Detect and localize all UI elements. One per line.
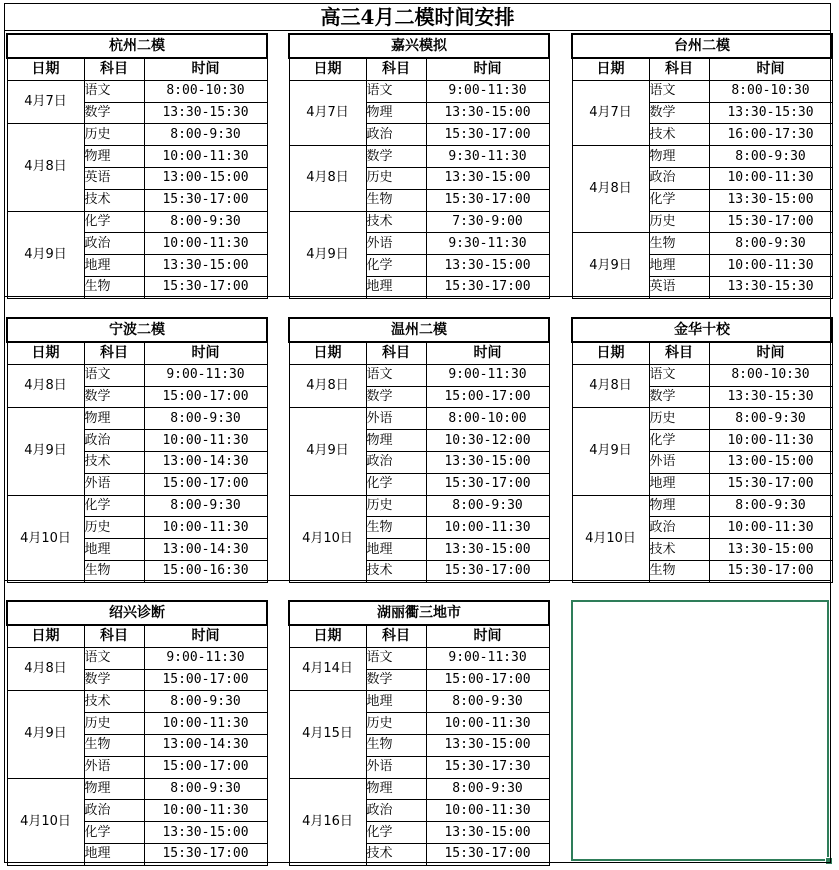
- time-cell[interactable]: 13:00-14:30: [144, 734, 267, 756]
- subject-cell[interactable]: 语文: [649, 80, 709, 102]
- subject-cell[interactable]: 地理: [649, 255, 709, 277]
- subject-cell[interactable]: 数学: [366, 669, 426, 691]
- time-cell[interactable]: 13:30-15:00: [144, 255, 267, 277]
- table-row: [289, 146, 549, 168]
- subject-cell[interactable]: 政治: [366, 800, 426, 822]
- subject-cell[interactable]: 生物: [366, 189, 426, 211]
- grid-divider: [830, 31, 831, 863]
- date-cell[interactable]: 4月8日: [289, 146, 366, 211]
- subject-cell[interactable]: 生物: [366, 734, 426, 756]
- schedule-table: [288, 600, 550, 866]
- time-cell[interactable]: 15:00-17:00: [144, 473, 267, 495]
- header-date[interactable]: 日期: [289, 58, 366, 80]
- subject-cell[interactable]: 物理: [649, 146, 709, 168]
- time-cell[interactable]: 8:00-10:30: [709, 364, 832, 386]
- table-row: [7, 364, 267, 386]
- header-subject[interactable]: 科目: [84, 625, 144, 647]
- exam-name[interactable]: 绍兴诊断: [7, 601, 267, 625]
- time-cell[interactable]: 15:00-17:00: [426, 669, 549, 691]
- time-cell[interactable]: 8:00-9:30: [144, 495, 267, 517]
- exam-schedule-block: [6, 600, 268, 866]
- table-row: [7, 647, 267, 669]
- header-subject[interactable]: 科目: [366, 58, 426, 80]
- time-cell[interactable]: 13:00-15:00: [709, 451, 832, 473]
- date-cell[interactable]: 4月14日: [289, 647, 366, 691]
- schedule-table: [571, 33, 833, 299]
- subject-cell[interactable]: 历史: [84, 124, 144, 146]
- date-cell[interactable]: 4月9日: [289, 408, 366, 495]
- time-cell[interactable]: 13:00-14:30: [144, 451, 267, 473]
- time-cell[interactable]: 10:00-11:30: [144, 146, 267, 168]
- subject-cell[interactable]: 生物: [649, 233, 709, 255]
- time-cell[interactable]: 10:00-11:30: [426, 517, 549, 539]
- table-row: [572, 495, 832, 517]
- time-cell[interactable]: 8:00-9:30: [709, 408, 832, 430]
- table-row: [572, 364, 832, 386]
- date-cell[interactable]: 4月8日: [7, 647, 84, 691]
- time-cell[interactable]: 16:00-17:30: [709, 124, 832, 146]
- time-cell[interactable]: 8:00-9:30: [709, 233, 832, 255]
- time-cell[interactable]: 13:30-15:00: [426, 822, 549, 844]
- exam-schedule-block: [6, 317, 268, 583]
- time-cell[interactable]: 15:00-17:00: [144, 386, 267, 408]
- date-cell[interactable]: 4月7日: [572, 80, 649, 145]
- time-cell[interactable]: 15:30-17:00: [709, 473, 832, 495]
- time-cell[interactable]: 15:00-16:30: [144, 560, 267, 582]
- subject-cell[interactable]: 生物: [84, 560, 144, 582]
- time-cell[interactable]: 13:30-15:00: [426, 167, 549, 189]
- subject-cell[interactable]: 历史: [649, 211, 709, 233]
- exam-name[interactable]: 温州二模: [289, 318, 549, 342]
- time-cell[interactable]: 8:00-9:30: [709, 146, 832, 168]
- time-cell[interactable]: 9:00-11:30: [426, 647, 549, 669]
- date-cell[interactable]: 4月9日: [7, 408, 84, 495]
- time-cell[interactable]: 8:00-9:30: [426, 691, 549, 713]
- time-cell[interactable]: 13:30-15:00: [426, 734, 549, 756]
- subject-cell[interactable]: 语文: [84, 647, 144, 669]
- time-cell[interactable]: 13:30-15:00: [426, 539, 549, 561]
- time-cell[interactable]: 15:30-17:00: [426, 189, 549, 211]
- exam-schedule-block: [288, 317, 550, 583]
- subject-cell[interactable]: 技术: [366, 211, 426, 233]
- subject-cell[interactable]: 数学: [84, 386, 144, 408]
- subject-cell[interactable]: 外语: [649, 451, 709, 473]
- subject-cell[interactable]: 物理: [84, 408, 144, 430]
- schedule-table: [6, 33, 268, 299]
- date-cell[interactable]: 4月8日: [572, 364, 649, 408]
- subject-cell[interactable]: 技术: [649, 124, 709, 146]
- table-row: [7, 691, 267, 713]
- time-cell[interactable]: 15:00-17:00: [144, 756, 267, 778]
- header-date[interactable]: 日期: [7, 625, 84, 647]
- subject-cell[interactable]: 技术: [649, 539, 709, 561]
- grid-divider: [4, 862, 831, 863]
- header-date[interactable]: 日期: [572, 342, 649, 364]
- time-cell[interactable]: 15:30-17:00: [426, 560, 549, 582]
- time-cell[interactable]: 13:30-15:00: [426, 451, 549, 473]
- date-cell[interactable]: 4月7日: [289, 80, 366, 145]
- schedule-table: [571, 317, 833, 583]
- time-cell[interactable]: 8:00-9:30: [426, 778, 549, 800]
- header-subject[interactable]: 科目: [84, 342, 144, 364]
- time-cell[interactable]: 13:00-14:30: [144, 539, 267, 561]
- exam-schedule-block: [288, 600, 550, 866]
- time-cell[interactable]: 9:00-11:30: [426, 80, 549, 102]
- time-cell[interactable]: 7:30-9:00: [426, 211, 549, 233]
- subject-cell[interactable]: 化学: [84, 822, 144, 844]
- subject-cell[interactable]: 外语: [84, 756, 144, 778]
- fill-handle[interactable]: [825, 857, 833, 865]
- table-row: [7, 495, 267, 517]
- exam-name[interactable]: 杭州二模: [7, 34, 267, 58]
- table-row: [572, 146, 832, 168]
- grid-divider: [4, 296, 831, 297]
- subject-cell[interactable]: 生物: [84, 734, 144, 756]
- header-subject[interactable]: 科目: [649, 342, 709, 364]
- time-cell[interactable]: 10:00-11:30: [426, 800, 549, 822]
- header-subject[interactable]: 科目: [649, 58, 709, 80]
- time-cell[interactable]: 8:00-9:30: [144, 408, 267, 430]
- time-cell[interactable]: 10:00-11:30: [709, 517, 832, 539]
- subject-cell[interactable]: 物理: [366, 430, 426, 452]
- time-cell[interactable]: 10:00-11:30: [709, 167, 832, 189]
- subject-cell[interactable]: 物理: [84, 146, 144, 168]
- subject-cell[interactable]: 语文: [84, 80, 144, 102]
- time-cell[interactable]: 15:30-17:00: [426, 124, 549, 146]
- subject-cell[interactable]: 地理: [366, 539, 426, 561]
- time-cell[interactable]: 15:30-17:00: [426, 843, 549, 865]
- subject-cell[interactable]: 化学: [366, 822, 426, 844]
- time-cell[interactable]: 9:00-11:30: [426, 364, 549, 386]
- subject-cell[interactable]: 化学: [366, 473, 426, 495]
- subject-cell[interactable]: 化学: [84, 211, 144, 233]
- subject-cell[interactable]: 外语: [366, 408, 426, 430]
- date-cell[interactable]: 4月8日: [572, 146, 649, 233]
- subject-cell[interactable]: 技术: [366, 843, 426, 865]
- exam-name[interactable]: 金华十校: [572, 318, 832, 342]
- time-cell[interactable]: 13:30-15:30: [709, 386, 832, 408]
- time-cell[interactable]: 8:00-10:00: [426, 408, 549, 430]
- header-time[interactable]: 时间: [144, 342, 267, 364]
- subject-cell[interactable]: 物理: [84, 778, 144, 800]
- exam-name[interactable]: 嘉兴模拟: [289, 34, 549, 58]
- time-cell[interactable]: 8:00-9:30: [144, 211, 267, 233]
- subject-cell[interactable]: 生物: [366, 517, 426, 539]
- subject-cell[interactable]: 技术: [366, 560, 426, 582]
- time-cell[interactable]: 8:00-9:30: [709, 495, 832, 517]
- time-cell[interactable]: 15:30-17:00: [144, 843, 267, 865]
- table-row: [7, 80, 267, 102]
- header-time[interactable]: 时间: [709, 342, 832, 364]
- table-row: [289, 647, 549, 669]
- schedule-table: [6, 600, 268, 866]
- selected-cell-range[interactable]: [571, 600, 829, 861]
- subject-cell[interactable]: 政治: [84, 233, 144, 255]
- header-subject[interactable]: 科目: [366, 625, 426, 647]
- subject-cell[interactable]: 数学: [366, 386, 426, 408]
- subject-cell[interactable]: 地理: [366, 691, 426, 713]
- table-row: [289, 364, 549, 386]
- table-row: [289, 408, 549, 430]
- date-cell[interactable]: 4月9日: [572, 233, 649, 298]
- time-cell[interactable]: 8:00-9:30: [144, 124, 267, 146]
- grid-divider: [4, 580, 831, 581]
- date-cell[interactable]: 4月9日: [572, 408, 649, 495]
- header-time[interactable]: 时间: [144, 625, 267, 647]
- header-subject[interactable]: 科目: [84, 58, 144, 80]
- header-time[interactable]: 时间: [426, 342, 549, 364]
- exam-schedule-block: [571, 317, 833, 583]
- table-row: [7, 778, 267, 800]
- time-cell[interactable]: 10:00-11:30: [709, 255, 832, 277]
- time-cell[interactable]: 9:00-11:30: [144, 364, 267, 386]
- date-cell[interactable]: 4月9日: [7, 211, 84, 298]
- header-date[interactable]: 日期: [572, 58, 649, 80]
- time-cell[interactable]: 9:00-11:30: [144, 647, 267, 669]
- subject-cell[interactable]: 化学: [649, 189, 709, 211]
- subject-cell[interactable]: 数学: [84, 102, 144, 124]
- subject-cell[interactable]: 数学: [84, 669, 144, 691]
- header-date[interactable]: 日期: [7, 58, 84, 80]
- time-cell[interactable]: 13:00-15:00: [144, 167, 267, 189]
- time-cell[interactable]: 15:30-17:00: [709, 211, 832, 233]
- date-cell[interactable]: 4月9日: [289, 211, 366, 298]
- subject-cell[interactable]: 地理: [84, 255, 144, 277]
- subject-cell[interactable]: 英语: [649, 276, 709, 298]
- time-cell[interactable]: 15:30-17:00: [144, 276, 267, 298]
- date-cell[interactable]: 4月16日: [289, 778, 366, 865]
- date-cell[interactable]: 4月8日: [7, 364, 84, 408]
- subject-cell[interactable]: 语文: [649, 364, 709, 386]
- table-row: [7, 211, 267, 233]
- time-cell[interactable]: 9:30-11:30: [426, 233, 549, 255]
- time-cell[interactable]: 10:00-11:30: [144, 430, 267, 452]
- grid-divider: [4, 31, 5, 863]
- schedule-table: [288, 317, 550, 583]
- time-cell[interactable]: 15:30-17:00: [709, 560, 832, 582]
- subject-cell[interactable]: 政治: [649, 167, 709, 189]
- exam-name[interactable]: 台州二模: [572, 34, 832, 58]
- time-cell[interactable]: 8:00-10:30: [709, 80, 832, 102]
- table-row: [289, 211, 549, 233]
- subject-cell[interactable]: 技术: [84, 691, 144, 713]
- header-date[interactable]: 日期: [289, 342, 366, 364]
- subject-cell[interactable]: 地理: [366, 276, 426, 298]
- table-row: [289, 495, 549, 517]
- subject-cell[interactable]: 物理: [366, 778, 426, 800]
- subject-cell[interactable]: 地理: [649, 473, 709, 495]
- date-cell[interactable]: 4月10日: [572, 495, 649, 582]
- time-cell[interactable]: 15:30-17:00: [426, 473, 549, 495]
- time-cell[interactable]: 13:30-15:00: [426, 255, 549, 277]
- subject-cell[interactable]: 政治: [366, 451, 426, 473]
- exam-schedule-block: [571, 33, 833, 299]
- date-cell[interactable]: 4月7日: [7, 80, 84, 124]
- subject-cell[interactable]: 政治: [84, 800, 144, 822]
- subject-cell[interactable]: 数学: [649, 386, 709, 408]
- subject-cell[interactable]: 语文: [84, 364, 144, 386]
- header-date[interactable]: 日期: [289, 625, 366, 647]
- exam-name[interactable]: 湖丽衢三地市: [289, 601, 549, 625]
- table-row: [289, 778, 549, 800]
- table-row: [7, 408, 267, 430]
- schedule-table: [288, 33, 550, 299]
- subject-cell[interactable]: 地理: [84, 843, 144, 865]
- date-cell[interactable]: 4月8日: [7, 124, 84, 211]
- subject-cell[interactable]: 历史: [366, 495, 426, 517]
- subject-cell[interactable]: 外语: [366, 233, 426, 255]
- subject-cell[interactable]: 生物: [649, 560, 709, 582]
- subject-cell[interactable]: 政治: [84, 430, 144, 452]
- table-row: [572, 80, 832, 102]
- time-cell[interactable]: 15:00-17:00: [426, 386, 549, 408]
- header-time[interactable]: 时间: [709, 58, 832, 80]
- subject-cell[interactable]: 语文: [366, 647, 426, 669]
- subject-cell[interactable]: 化学: [366, 255, 426, 277]
- header-time[interactable]: 时间: [144, 58, 267, 80]
- subject-cell[interactable]: 化学: [84, 495, 144, 517]
- subject-cell[interactable]: 化学: [649, 430, 709, 452]
- time-cell[interactable]: 13:30-15:00: [144, 822, 267, 844]
- table-row: [289, 80, 549, 102]
- time-cell[interactable]: 10:00-11:30: [709, 430, 832, 452]
- subject-cell[interactable]: 英语: [84, 167, 144, 189]
- exam-schedule-block: [288, 33, 550, 299]
- header-subject[interactable]: 科目: [366, 342, 426, 364]
- header-time[interactable]: 时间: [426, 625, 549, 647]
- time-cell[interactable]: 10:00-11:30: [426, 713, 549, 735]
- subject-cell[interactable]: 语文: [366, 80, 426, 102]
- time-cell[interactable]: 10:30-12:00: [426, 430, 549, 452]
- date-cell[interactable]: 4月15日: [289, 691, 366, 778]
- time-cell[interactable]: 13:30-15:00: [709, 189, 832, 211]
- date-cell[interactable]: 4月10日: [289, 495, 366, 582]
- page-title: 高三4月二模时间安排: [4, 3, 831, 31]
- time-cell[interactable]: 9:30-11:30: [426, 146, 549, 168]
- time-cell[interactable]: 8:00-9:30: [426, 495, 549, 517]
- time-cell[interactable]: 13:30-15:00: [709, 539, 832, 561]
- time-cell[interactable]: 10:00-11:30: [144, 517, 267, 539]
- subject-cell[interactable]: 地理: [84, 539, 144, 561]
- subject-cell[interactable]: 技术: [84, 451, 144, 473]
- subject-cell[interactable]: 历史: [84, 713, 144, 735]
- subject-cell[interactable]: 物理: [366, 102, 426, 124]
- date-cell[interactable]: 4月9日: [7, 691, 84, 778]
- subject-cell[interactable]: 历史: [366, 167, 426, 189]
- table-row: [572, 233, 832, 255]
- header-time[interactable]: 时间: [426, 58, 549, 80]
- subject-cell[interactable]: 历史: [366, 713, 426, 735]
- table-row: [7, 124, 267, 146]
- subject-cell[interactable]: 历史: [84, 517, 144, 539]
- date-cell[interactable]: 4月10日: [7, 495, 84, 582]
- time-cell[interactable]: 13:30-15:30: [144, 102, 267, 124]
- subject-cell[interactable]: 政治: [649, 517, 709, 539]
- time-cell[interactable]: 15:30-17:30: [426, 756, 549, 778]
- time-cell[interactable]: 8:00-9:30: [144, 691, 267, 713]
- subject-cell[interactable]: 数学: [649, 102, 709, 124]
- table-row: [289, 691, 549, 713]
- subject-cell[interactable]: 外语: [84, 473, 144, 495]
- time-cell[interactable]: 15:30-17:00: [144, 189, 267, 211]
- subject-cell[interactable]: 技术: [84, 189, 144, 211]
- exam-schedule-block: [6, 33, 268, 299]
- time-cell[interactable]: 8:00-10:30: [144, 80, 267, 102]
- exam-name[interactable]: 宁波二模: [7, 318, 267, 342]
- time-cell[interactable]: 13:30-15:30: [709, 102, 832, 124]
- time-cell[interactable]: 8:00-9:30: [144, 778, 267, 800]
- schedule-table: [6, 317, 268, 583]
- subject-cell[interactable]: 语文: [366, 364, 426, 386]
- date-cell[interactable]: 4月8日: [289, 364, 366, 408]
- subject-cell[interactable]: 物理: [649, 495, 709, 517]
- subject-cell[interactable]: 政治: [366, 124, 426, 146]
- time-cell[interactable]: 10:00-11:30: [144, 800, 267, 822]
- header-date[interactable]: 日期: [7, 342, 84, 364]
- subject-cell[interactable]: 外语: [366, 756, 426, 778]
- subject-cell[interactable]: 历史: [649, 408, 709, 430]
- date-cell[interactable]: 4月10日: [7, 778, 84, 865]
- table-row: [572, 408, 832, 430]
- subject-cell[interactable]: 数学: [366, 146, 426, 168]
- time-cell[interactable]: 15:00-17:00: [144, 669, 267, 691]
- time-cell[interactable]: 10:00-11:30: [144, 233, 267, 255]
- time-cell[interactable]: 15:30-17:00: [426, 276, 549, 298]
- subject-cell[interactable]: 生物: [84, 276, 144, 298]
- time-cell[interactable]: 10:00-11:30: [144, 713, 267, 735]
- time-cell[interactable]: 13:30-15:30: [709, 276, 832, 298]
- time-cell[interactable]: 13:30-15:00: [426, 102, 549, 124]
